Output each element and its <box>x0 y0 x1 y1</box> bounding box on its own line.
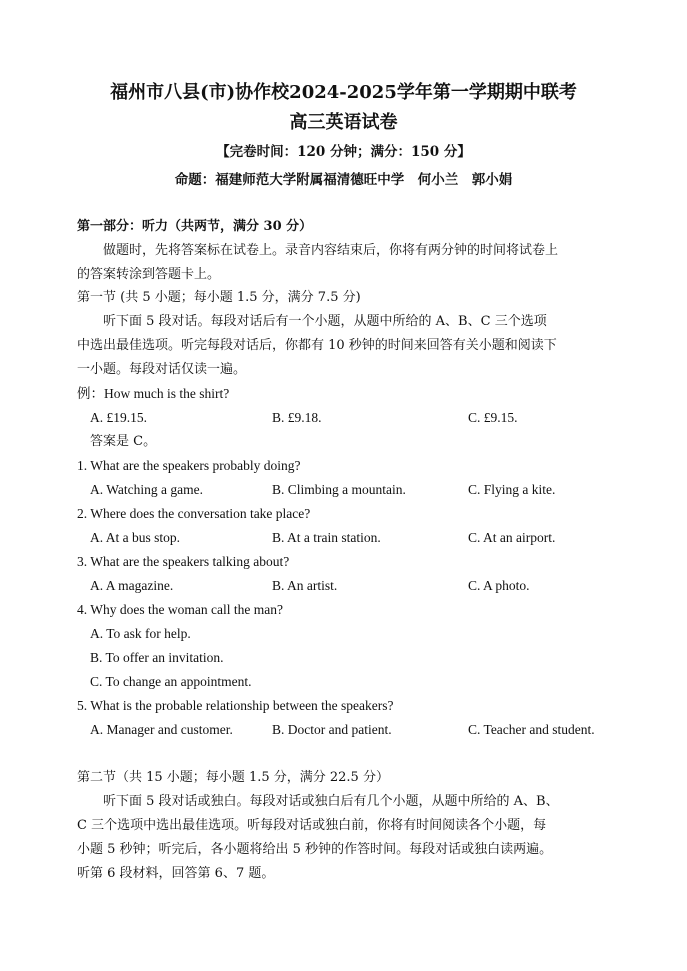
section2-instruction-line: 听下面 5 段对话或独白。每段对话或独白后有几个小题，从题中所给的 A、B、 <box>103 794 559 809</box>
q3-option-b: B. An artist. <box>272 578 338 593</box>
section2-instruction-line: 听第 6 段材料，回答第 6、7 题。 <box>77 866 275 881</box>
q4-option-c: C. To change an appointment. <box>90 674 252 689</box>
q2-option-c: C. At an airport. <box>468 530 556 545</box>
question-5: 5. What is the probable relationship between the speakers? <box>77 698 394 713</box>
section1-instruction-line: 中选出最佳选项。听完每段对话后，你都有 10 秒钟的时间来回答有关小题和阅读下 <box>77 338 557 353</box>
example-option-a: A. £19.15. <box>90 410 147 425</box>
exam-subtitle: 高三英语试卷 <box>289 112 398 133</box>
section2-heading: 第二节（共 15 小题；每小题 1.5 分，满分 22.5 分） <box>77 770 389 785</box>
question-4: 4. Why does the woman call the man? <box>77 602 283 617</box>
part1-heading: 第一部分：听力（共两节，满分 30 分） <box>77 219 313 234</box>
part1-instruction-line: 做题时，先将答案标在试卷上。录音内容结束后，你将有两分钟的时间将试卷上 <box>103 243 559 258</box>
example-answer: 答案是 C。 <box>90 434 157 449</box>
section2-instruction-line: 小题 5 秒钟；听完后，各小题将给出 5 秒钟的作答时间。每段对话或独白读两遍。 <box>77 842 553 857</box>
exam-info: 【完卷时间：120 分钟；满分：150 分】 <box>216 144 471 160</box>
q3-option-c: C. A photo. <box>468 578 530 593</box>
q1-option-a: A. Watching a game. <box>90 482 204 497</box>
example-question: 例：How much is the shirt? <box>77 386 230 401</box>
q2-option-b: B. At a train station. <box>272 530 381 545</box>
q2-option-a: A. At a bus stop. <box>90 530 181 545</box>
question-3: 3. What are the speakers talking about? <box>77 554 290 569</box>
q4-option-a: A. To ask for help. <box>90 626 191 641</box>
q1-option-b: B. Climbing a mountain. <box>272 482 406 497</box>
example-option-b: B. £9.18. <box>272 410 322 425</box>
section1-heading: 第一节 (共 5 小题；每小题 1.5 分，满分 7.5 分) <box>77 290 361 305</box>
question-1: 1. What are the speakers probably doing? <box>77 458 301 473</box>
part1-instruction-line: 的答案转涂到答题卡上。 <box>77 267 221 282</box>
question-2: 2. Where does the conversation take place? <box>77 506 311 521</box>
q3-option-a: A. A magazine. <box>90 578 174 593</box>
example-option-c: C. £9.15. <box>468 410 518 425</box>
section1-instruction-line: 听下面 5 段对话。每段对话后有一个小题，从题中所给的 A、B、C 三个选项 <box>103 314 547 329</box>
q5-option-c: C. Teacher and student. <box>468 722 595 737</box>
q1-option-c: C. Flying a kite. <box>468 482 556 497</box>
q4-option-b: B. To offer an invitation. <box>90 650 224 665</box>
exam-authors: 命题：福建师范大学附属福清德旺中学 何小兰 郭小娟 <box>174 172 513 188</box>
exam-title: 福州市八县(市)协作校2024-2025学年第一学期期中联考 <box>110 82 577 103</box>
section2-instruction-line: C 三个选项中选出最佳选项。听每段对话或独白前，你将有时间阅读各个小题，每 <box>77 818 547 833</box>
q5-option-a: A. Manager and customer. <box>90 722 233 737</box>
q5-option-b: B. Doctor and patient. <box>272 722 392 737</box>
section1-instruction-line: 一小题。每段对话仅读一遍。 <box>77 362 247 377</box>
